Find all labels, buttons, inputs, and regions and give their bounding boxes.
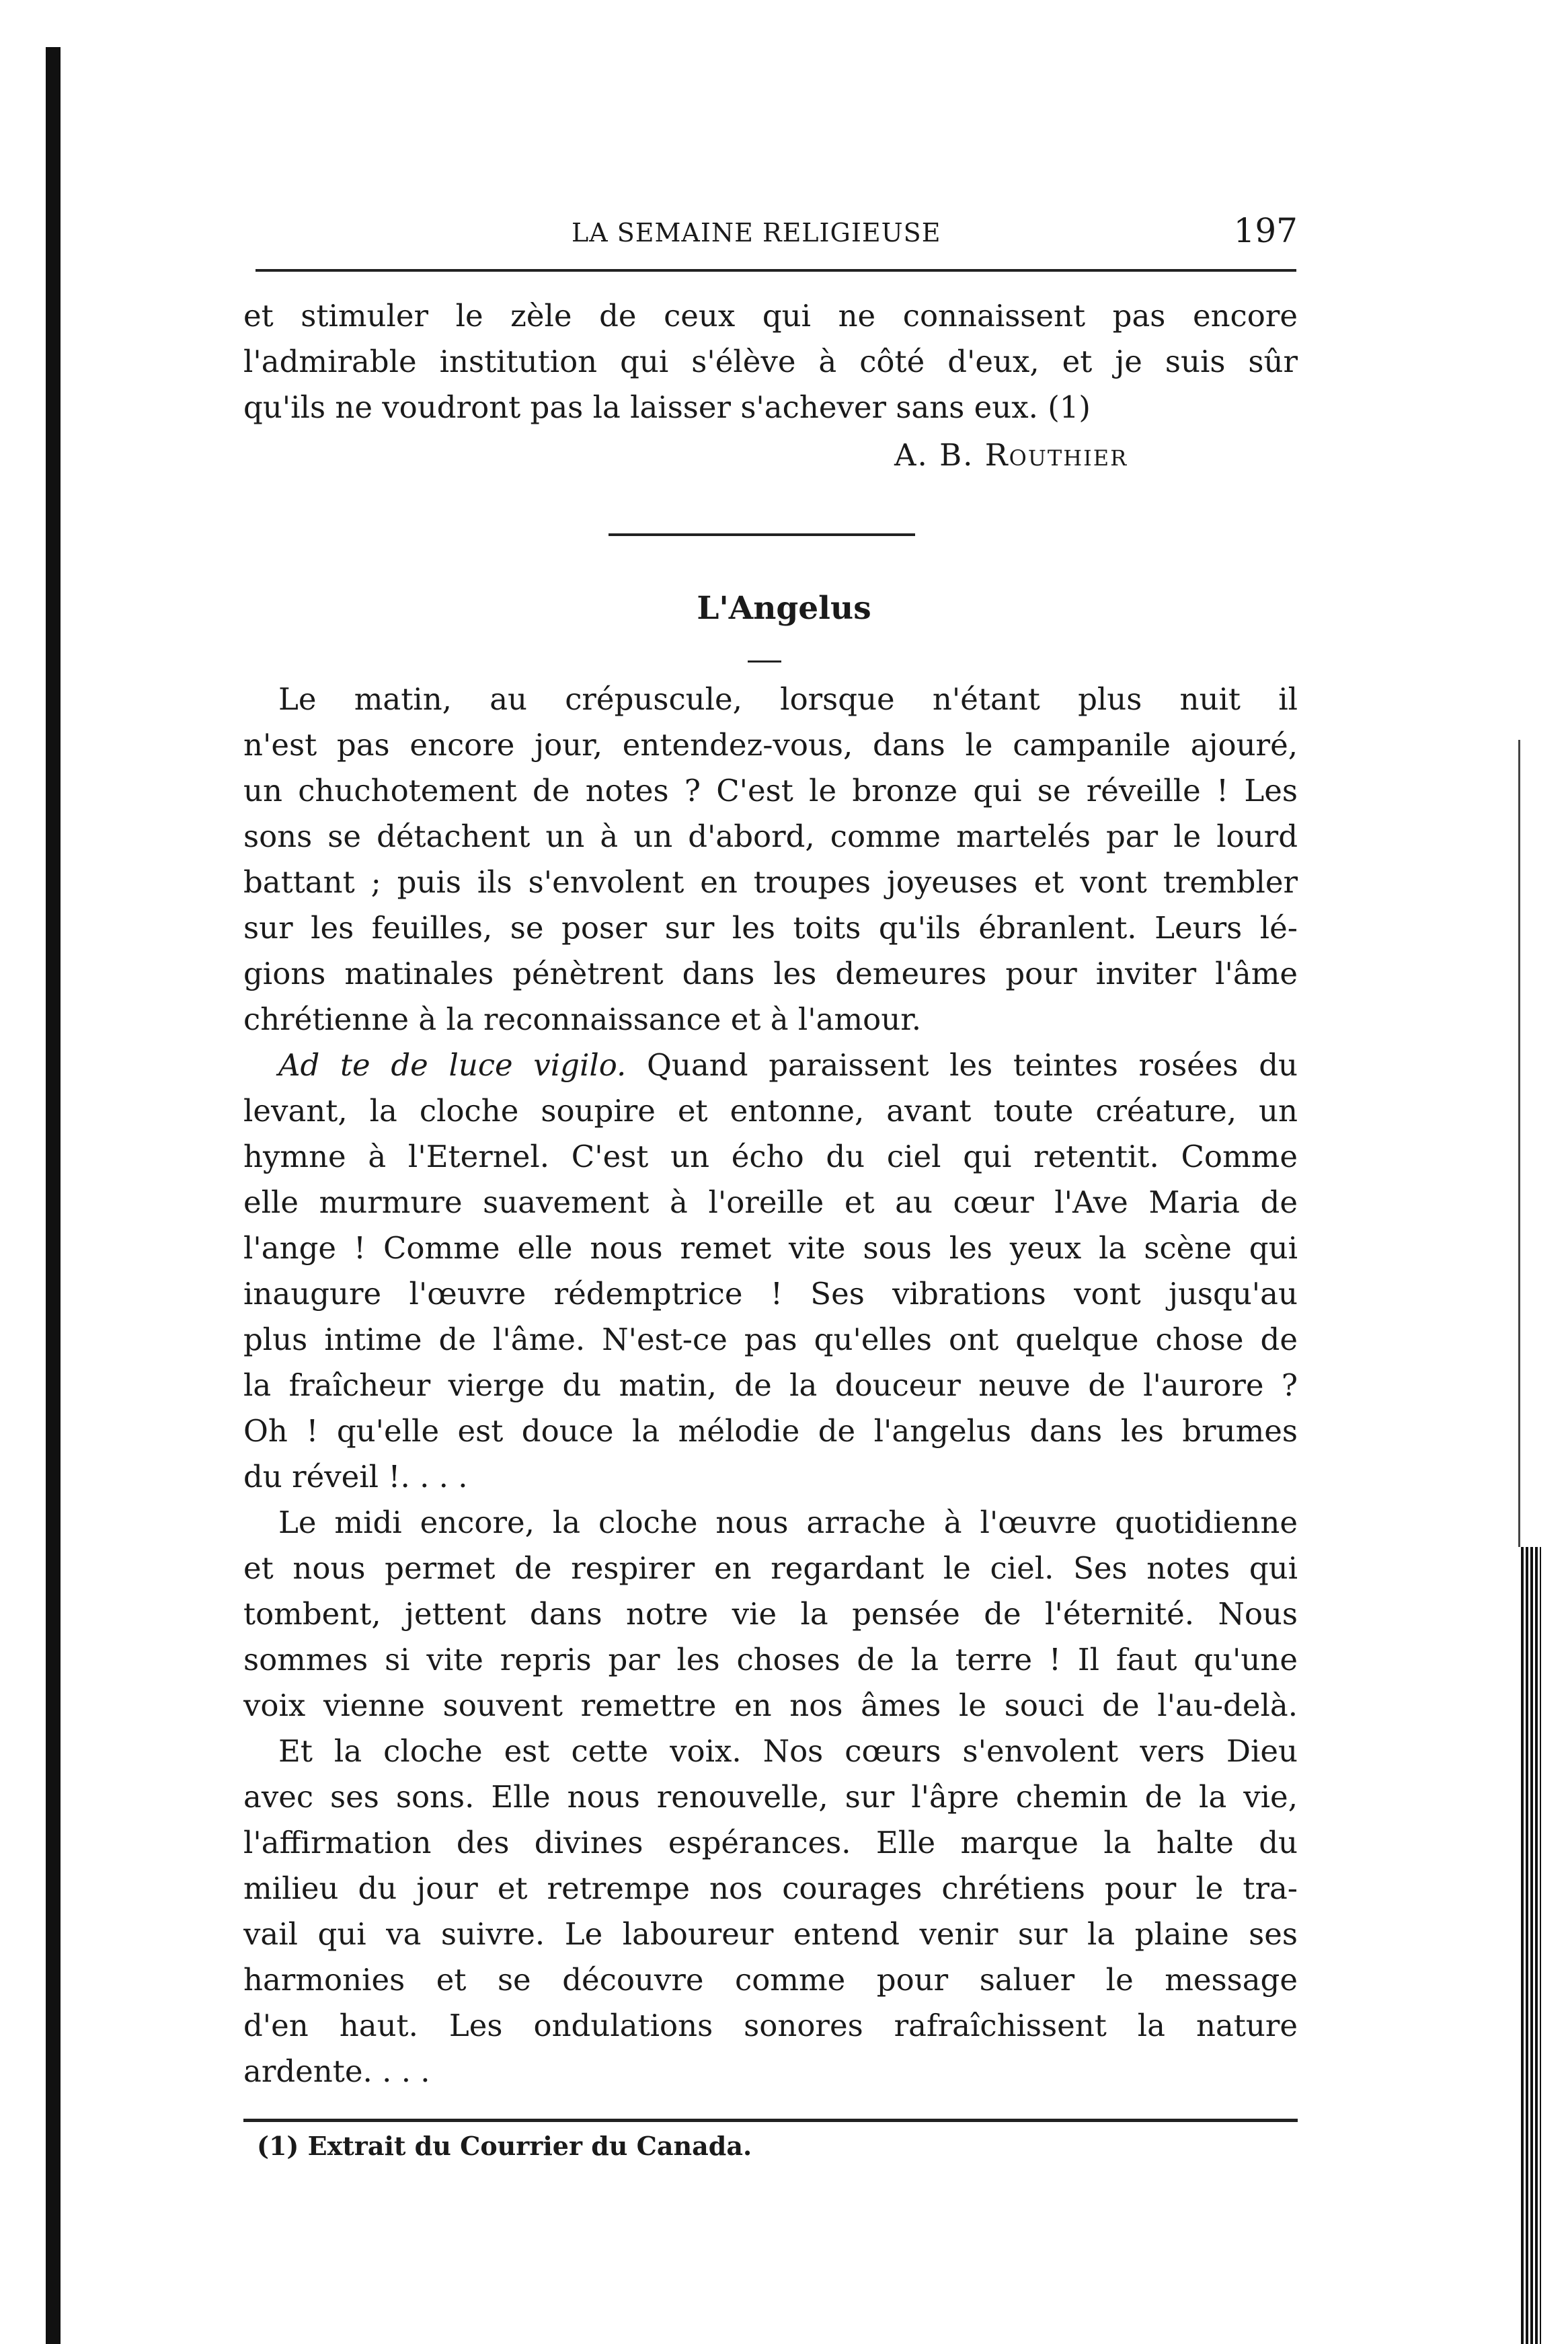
text-line: vail qui va suivre. Le laboureur entend venir sur la plaine ses — [243, 1916, 1298, 1952]
text-line: avec ses sons. Elle nous renouvelle, sur l'âpre chemin de la vie, — [243, 1779, 1298, 1815]
text-line: plus intime de l'âme. N'est-ce pas qu'elles ont quelque chose de — [243, 1322, 1298, 1357]
text-line: levant, la cloche soupire et entonne, avant toute créature, un — [243, 1093, 1298, 1129]
text-line: sur les feuilles, se poser sur les toits qu'ils ébranlent. Leurs lé- — [243, 910, 1298, 946]
page-header — [256, 211, 1298, 254]
text-line: sommes si vite repris par les choses de la terre ! Il faut qu'une — [243, 1642, 1298, 1677]
running-title: LA SEMAINE RELIGIEUSE — [572, 218, 941, 248]
text-line: Le matin, au crépuscule, lorsque n'étant plus nuit il — [278, 681, 1298, 717]
text-line: l'admirable institution qui s'élève à côté d'eux, et je suis sûr — [243, 344, 1298, 379]
footnote-rule — [243, 2119, 1298, 2122]
latin-phrase: Ad te de luce vigilo. — [278, 1047, 627, 1083]
text-line: ardente. . . . — [243, 2053, 430, 2089]
text-line: Le midi encore, la cloche nous arrache à l'œuvre quotidienne — [278, 1505, 1298, 1540]
text-line: et stimuler le zèle de ceux qui ne connaissent pas encore — [243, 298, 1298, 334]
text-line: du réveil !. . . . — [243, 1459, 468, 1495]
text-line: la fraîcheur vierge du matin, de la douceur neuve de l'aurore ? — [243, 1367, 1298, 1403]
signature-initials: A. B. — [894, 437, 974, 473]
text-line: qu'ils ne voudront pas la laisser s'achever sans eux. (1) — [243, 389, 1091, 425]
text-line: l'ange ! Comme elle nous remet vite sous les yeux la scène qui — [243, 1230, 1298, 1266]
intro-paragraph — [243, 293, 1298, 430]
scan-edge-left — [46, 47, 61, 2344]
text-line: n'est pas encore jour, entendez-vous, dans le campanile ajouré, — [243, 727, 1298, 763]
text-line-rest: Quand paraissent les teintes rosées du — [647, 1047, 1298, 1083]
scan-rule-right — [1518, 740, 1520, 1547]
text-line — [243, 1043, 1298, 1088]
scan-edge-right — [1521, 1547, 1541, 2344]
text-line: d'en haut. Les ondulations sonores rafraîchissent la nature — [243, 2008, 1298, 2043]
text-line: gions matinales pénètrent dans les demeures pour inviter l'âme — [243, 956, 1298, 991]
text-line: Oh ! qu'elle est douce la mélodie de l'angelus dans les brumes — [243, 1413, 1298, 1449]
signature-surname: Routhier — [984, 437, 1128, 473]
text-line: l'affirmation des divines espérances. Elle marque la halte du — [243, 1825, 1298, 1860]
text-line: elle murmure suavement à l'oreille et au cœur l'Ave Maria de — [243, 1184, 1298, 1220]
text-line: milieu du jour et retrempe nos courages chrétiens pour le tra- — [243, 1870, 1298, 1906]
section-title: L'Angelus — [697, 590, 871, 627]
text-line: battant ; puis ils s'envolent en troupes joyeuses et vont trembler — [243, 864, 1298, 900]
text-line: chrétienne à la reconnaissance et à l'amour. — [243, 1001, 922, 1037]
title-dash — [748, 660, 781, 663]
text-line: sons se détachent un à un d'abord, comme martelés par le lourd — [243, 819, 1298, 854]
page-number: 197 — [1233, 211, 1298, 250]
text-line: tombent, jettent dans notre vie la pensée de l'éternité. Nous — [243, 1596, 1298, 1632]
text-line: un chuchotement de notes ? C'est le bronze qui se réveille ! Les — [243, 773, 1298, 808]
signature — [894, 437, 1128, 473]
text-line: harmonies et se découvre comme pour saluer le message — [243, 1962, 1298, 1998]
header-rule — [256, 269, 1296, 272]
text-line: voix vienne souvent remettre en nos âmes le souci de l'au-delà. — [243, 1688, 1298, 1723]
text-line: inaugure l'œuvre rédemptrice ! Ses vibrations vont jusqu'au — [243, 1276, 1298, 1312]
footnote: (1) Extrait du Courrier du Canada. — [257, 2131, 752, 2161]
text-line: Et la cloche est cette voix. Nos cœurs s'envolent vers Dieu — [278, 1733, 1298, 1769]
article-body — [243, 677, 1298, 2094]
section-divider — [609, 533, 915, 536]
text-line: et nous permet de respirer en regardant le ciel. Ses notes qui — [243, 1550, 1298, 1586]
text-line: hymne à l'Eternel. C'est un écho du ciel qui retentit. Comme — [243, 1139, 1298, 1174]
